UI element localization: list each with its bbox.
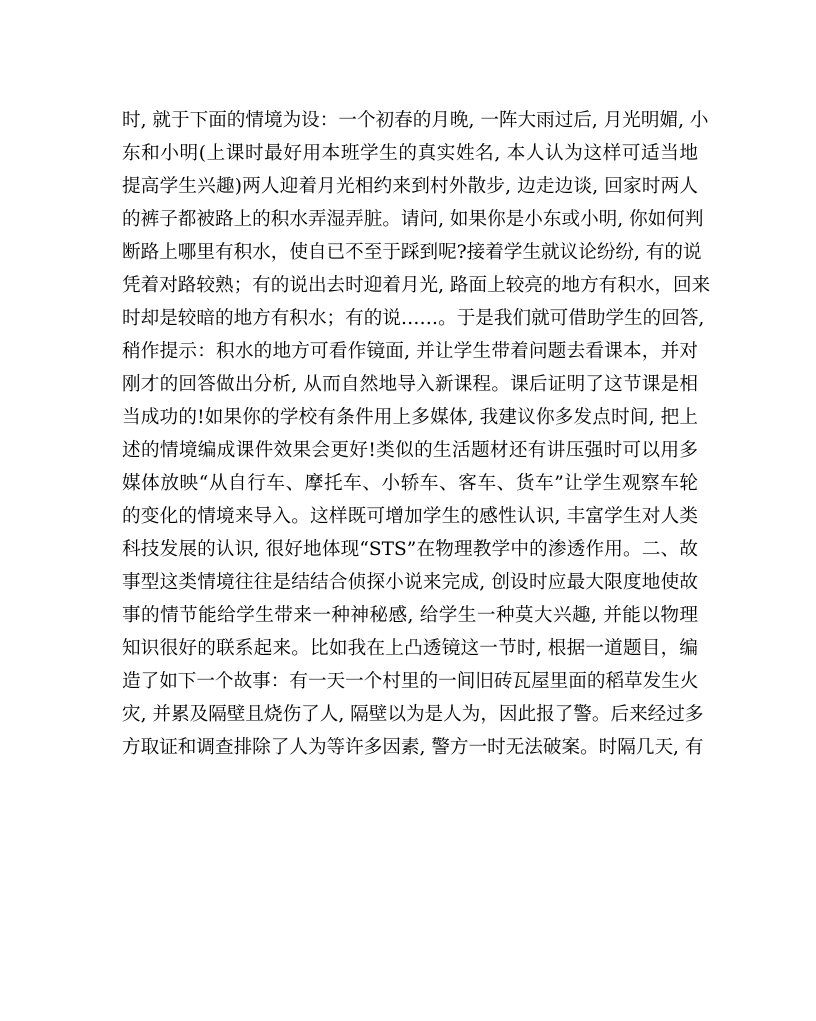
text-line: 灾, 并累及隔壁且烧伤了人, 隔壁以为是人为，因此报了警。后来经过多: [122, 704, 704, 725]
text-line: 的变化的情境来导入。这样既可增加学生的感性认识, 丰富学生对人类: [122, 506, 698, 527]
text-line: 述的情境编成课件效果会更好!类似的生活题材还有讲压强时可以用多: [122, 440, 698, 461]
text-line: 事的情节能给学生带来一种神秘感, 给学生一种莫大兴趣, 并能以物理: [122, 605, 698, 626]
body-text: [122, 104, 711, 764]
text-line: 知识很好的联系起来。比如我在上凸透镜这一节时, 根据一道题目，编: [122, 638, 698, 659]
text-line: 时却是较暗的地方有积水；有的说……。于是我们就可借助学生的回答,: [122, 308, 705, 329]
text-line: 媒体放映“从自行车、摩托车、小轿车、客车、货车”让学生观察车轮: [122, 473, 698, 494]
text-line: 时, 就于下面的情境为设：一个初春的月晚, 一阵大雨过后, 月光明媚, 小: [122, 110, 709, 131]
text-line: 凭着对路较熟；有的说出去时迎着月光, 路面上较亮的地方有积水，回来: [122, 275, 711, 296]
text-line: 东和小明(上课时最好用本班学生的真实姓名, 本人认为这样可适当地: [122, 143, 698, 164]
text-line: 事型这类情境往往是结结合侦探小说来完成, 创设时应最大限度地使故: [122, 572, 698, 593]
text-line: 科技发展的认识, 很好地体现“STS”在物理教学中的渗透作用。二、故: [122, 539, 698, 560]
text-line: 方取证和调查排除了人为等许多因素, 警方一时无法破案。时隔几天, 有: [122, 737, 704, 758]
text-line: 断路上哪里有积水，使自已不至于踩到呢?接着学生就议论纷纷, 有的说: [122, 242, 702, 263]
text-line: 刚才的回答做出分析, 从而自然地导入新课程。课后证明了这节课是相: [122, 374, 698, 395]
text-line: 当成功的!如果你的学校有条件用上多媒体, 我建议你多发点时间, 把上: [122, 407, 698, 428]
text-line: 的裤子都被路上的积水弄湿弄脏。请问, 如果你是小东或小明, 你如何判: [122, 209, 704, 230]
text-line: 造了如下一个故事：有一天一个村里的一间旧砖瓦屋里面的稻草发生火: [122, 671, 699, 692]
text-line: 稍作提示：积水的地方可看作镜面, 并让学生带着问题去看课本，并对: [122, 341, 698, 362]
text-line: 提高学生兴趣)两人迎着月光相约来到村外散步, 边走边谈, 回家时两人: [122, 176, 698, 197]
